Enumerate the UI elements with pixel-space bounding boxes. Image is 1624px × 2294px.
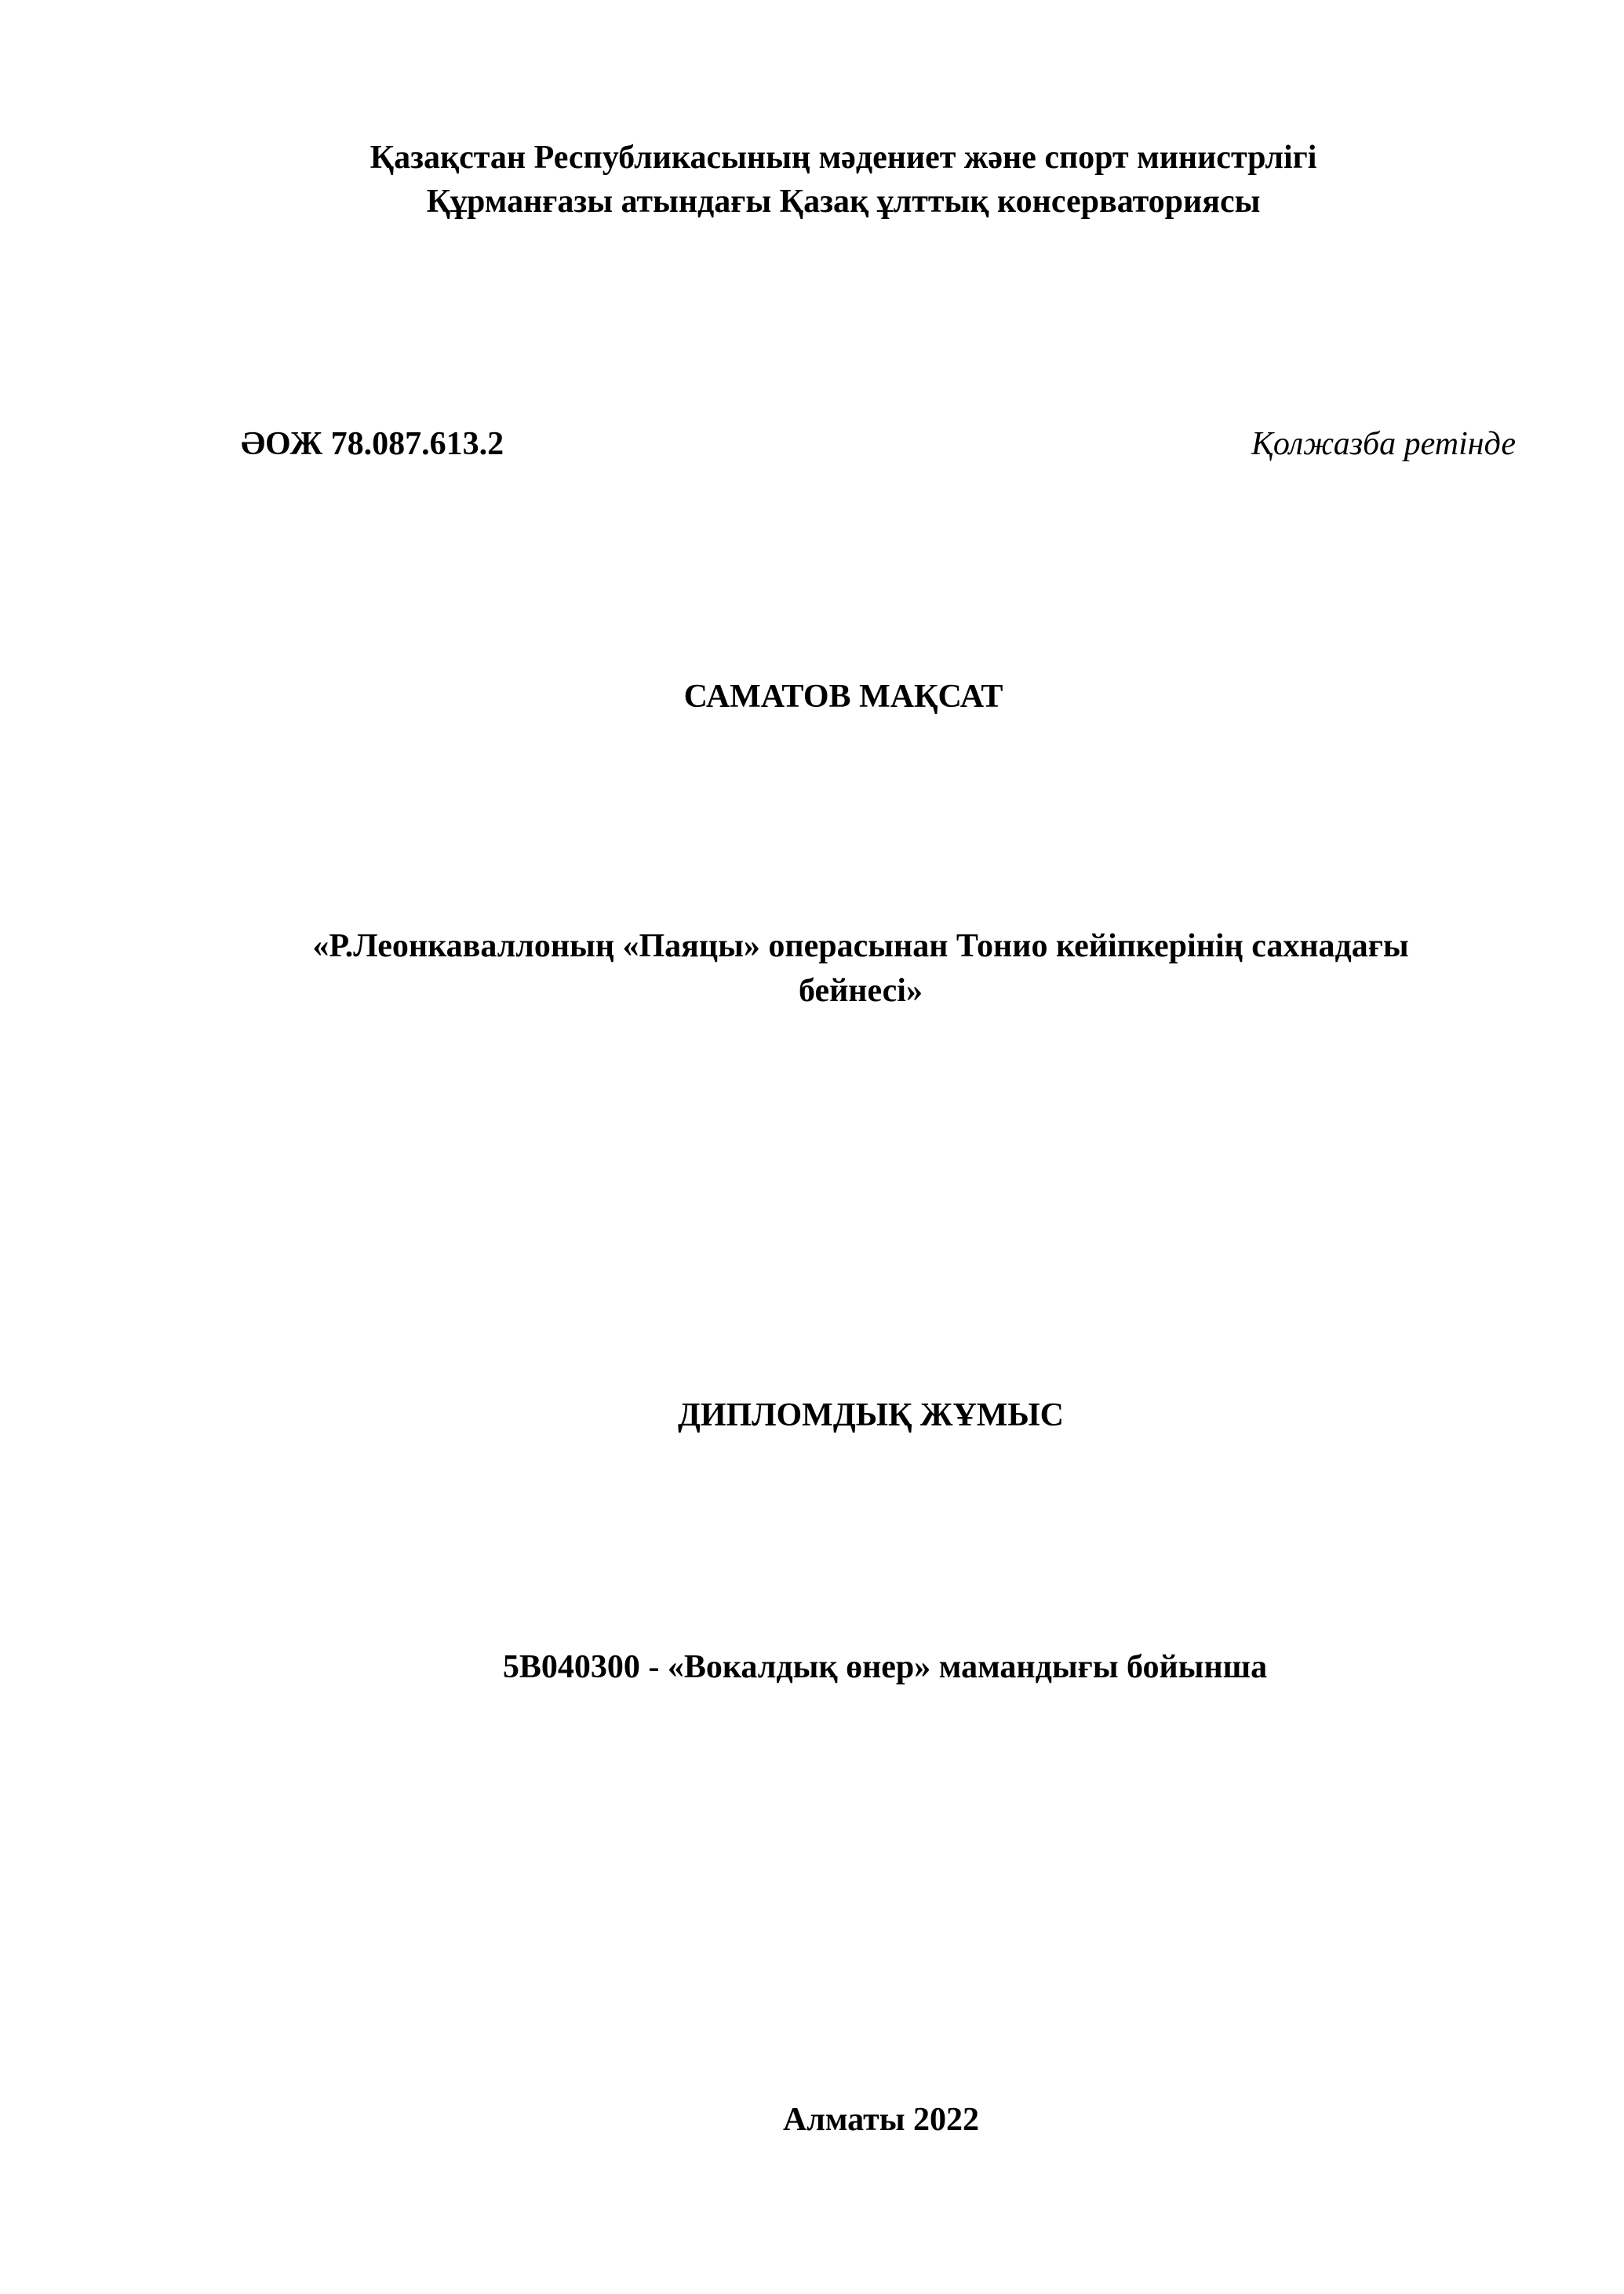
thesis-title-line-2: бейнесі» <box>799 973 923 1009</box>
work-type: ДИПЛОМДЫҚ ЖҰМЫС <box>677 1397 1064 1433</box>
ministry-name: Қазақстан Республикасының мәдениет және спорт министрлігі <box>370 140 1317 176</box>
manuscript-note: Қолжазба ретінде <box>1251 426 1517 462</box>
specialty: 5В040300 - «Вокалдық өнер» мамандығы бойынша <box>502 1649 1268 1685</box>
city-year: Алматы 2022 <box>782 2102 980 2138</box>
conservatory-name: Құрманғазы атындағы Қазақ ұлттық консерваториясы <box>426 184 1261 220</box>
udc-code: ӘОЖ 78.087.613.2 <box>241 426 504 462</box>
author-name: САМАТОВ МАҚСАТ <box>683 679 1003 715</box>
thesis-title-line-1: «Р.Леонкаваллоның «Паяцы» операсынан Тонио кейіпкерінің сахнадағы <box>312 928 1409 964</box>
